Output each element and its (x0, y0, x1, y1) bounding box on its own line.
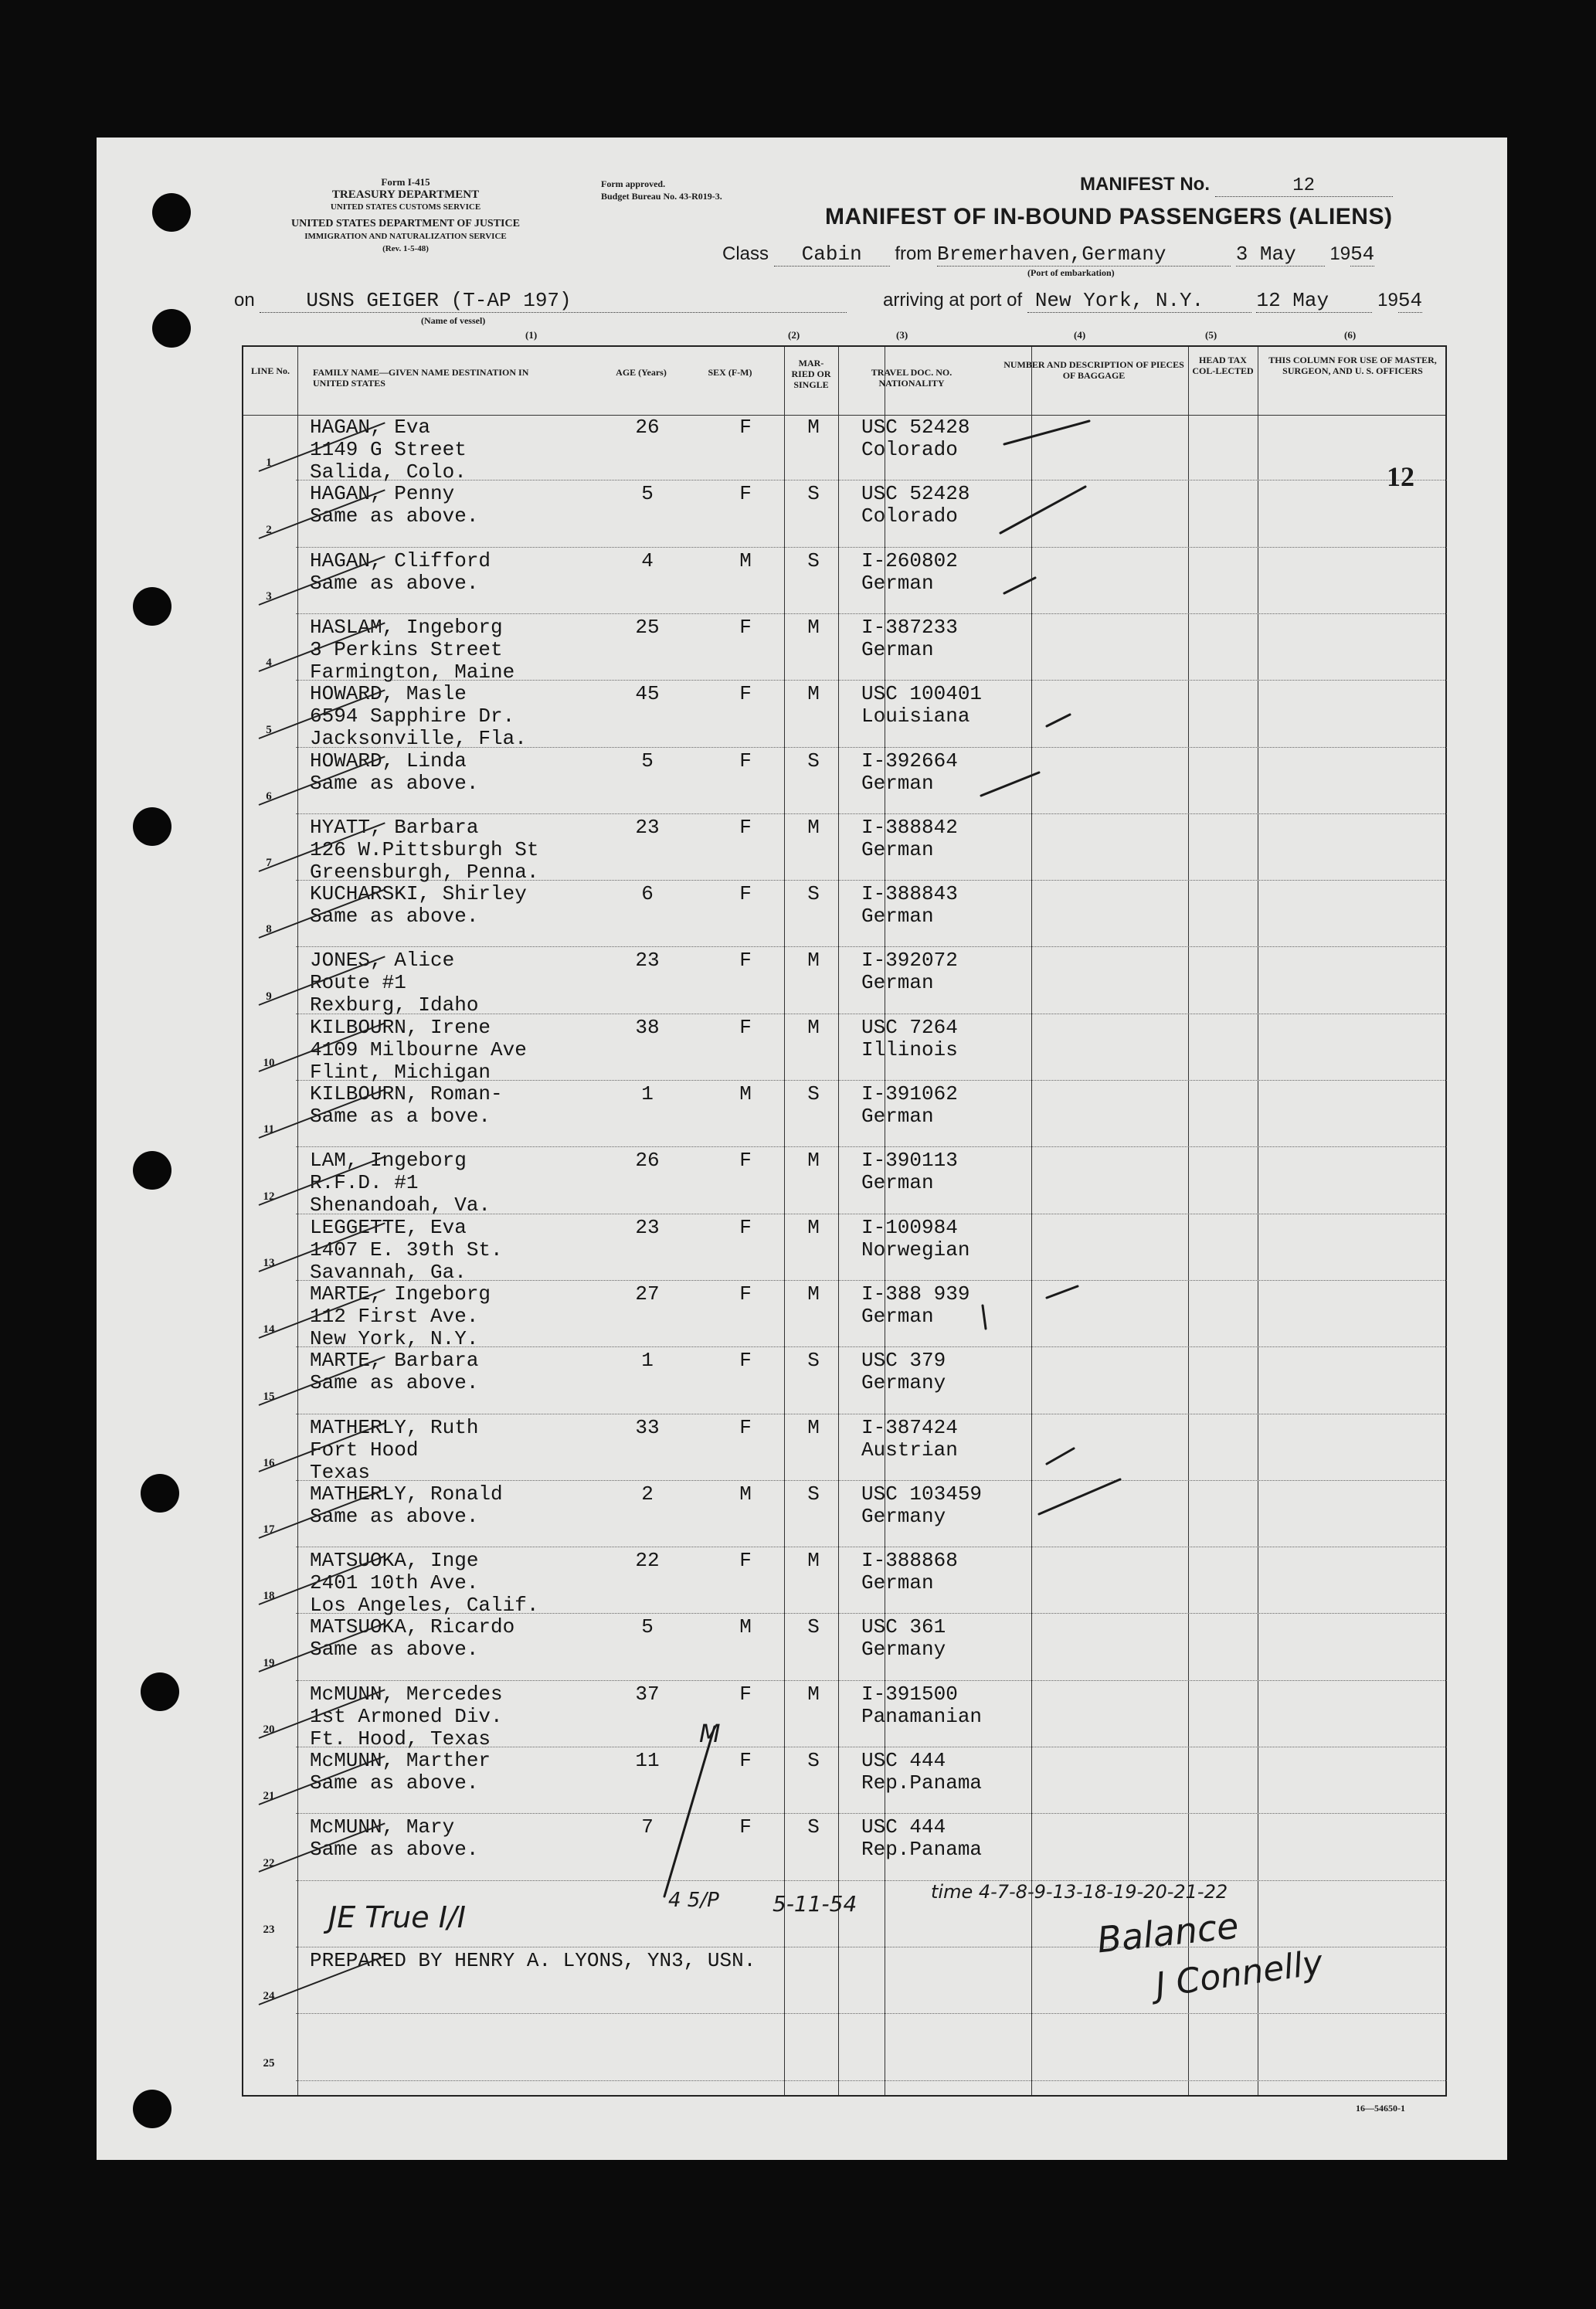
col-caption-3: (3) (896, 329, 908, 341)
passenger-marital-status: S (807, 882, 820, 906)
line-number: 24 (263, 1990, 275, 2003)
line-number: 19 (263, 1656, 275, 1669)
header-sex: SEX (F-M) (708, 367, 752, 378)
passenger-age: 37 (635, 1682, 660, 1706)
class-value: Cabin (774, 243, 890, 267)
line-number: 4 (266, 657, 272, 670)
line-number: 15 (263, 1390, 275, 1403)
line-number: 2 (266, 523, 272, 536)
signature-name: J Connelly (1153, 1943, 1326, 2005)
passenger-age: 23 (635, 1215, 660, 1239)
passenger-marital-status: S (807, 1482, 820, 1506)
passenger-age: 45 (635, 682, 660, 706)
travel-document-nationality: I-388868 German (861, 1549, 958, 1595)
punch-hole (141, 1672, 179, 1711)
passenger-marital-status: M (807, 1149, 820, 1173)
punch-hole (141, 1474, 179, 1513)
row-divider (296, 2013, 1447, 2014)
vessel-name: USNS GEIGER (T-AP 197) (260, 289, 847, 313)
passenger-age: 27 (635, 1282, 660, 1306)
handwritten-notation-2: 4 5/P (668, 1889, 719, 1912)
embarkation-caption: (Port of embarkation) (1027, 267, 1115, 278)
arrival-port: New York, N.Y. (1027, 289, 1251, 313)
passenger-age: 22 (635, 1549, 660, 1573)
passenger-name-destination: MATHERLY, Ruth Fort Hood Texas (310, 1415, 479, 1484)
line-number: 9 (266, 990, 272, 1003)
passenger-age: 23 (635, 949, 660, 973)
line-number: 13 (263, 1256, 275, 1269)
side-number: 12 (1387, 461, 1414, 492)
travel-document-nationality: I-388 939 German (861, 1282, 970, 1328)
class-label: Class (722, 243, 769, 264)
manifest-number-line (1080, 174, 1393, 197)
passenger-sex: F (739, 949, 752, 973)
handwritten-notation-3: 5-11-54 (773, 1891, 857, 1917)
form-dept: TREASURY DEPARTMENT (331, 188, 480, 201)
passenger-marital-status: S (807, 1815, 820, 1839)
travel-document-nationality: I-390113 German (861, 1149, 958, 1195)
passenger-age: 1 (641, 1349, 654, 1373)
passenger-marital-status: M (807, 1015, 820, 1039)
passenger-sex: M (739, 1482, 752, 1506)
passenger-name-destination: MATSUOKA, Ricardo Same as above. (310, 1615, 515, 1662)
travel-document-nationality: I-392072 German (861, 949, 958, 995)
punch-hole (133, 587, 171, 626)
passenger-name-destination: JONES, Alice Route #1 Rexburg, Idaho (310, 949, 479, 1017)
row-divider (296, 2080, 1447, 2081)
arriving-label: arriving at port of (883, 290, 1023, 311)
passenger-sex: F (739, 416, 752, 439)
line-number: 10 (263, 1057, 275, 1069)
passenger-name-destination: MATHERLY, Ronald Same as above. (310, 1482, 503, 1528)
passenger-name-destination: PREPARED BY HENRY A. LYONS, YN3, USN. (310, 1948, 756, 1972)
passenger-name-destination: McMUNN, Marther Same as above. (310, 1749, 491, 1795)
passenger-name-destination: McMUNN, Mercedes 1st Armoned Div. Ft. Hood, Texas (310, 1682, 503, 1750)
passenger-marital-status: S (807, 1749, 820, 1772)
passenger-sex: F (739, 1682, 752, 1706)
passenger-age: 11 (635, 1749, 660, 1772)
header-age: AGE (Years) (616, 367, 667, 378)
departure-date: 3 May (1236, 243, 1325, 267)
travel-document-nationality: I-260802 German (861, 548, 958, 595)
vessel-line (234, 289, 1422, 313)
passenger-sex: F (739, 482, 752, 506)
row-divider (296, 613, 1447, 614)
arrival-date: 12 May (1256, 289, 1372, 313)
passenger-name-destination: HAGAN, Penny Same as above. (310, 482, 479, 528)
col-caption-5: (5) (1205, 329, 1217, 341)
passenger-name-destination: HASLAM, Ingeborg 3 Perkins Street Farmington, Maine (310, 615, 515, 684)
passenger-name-destination: KUCHARSKI, Shirley Same as above. (310, 882, 527, 929)
passenger-age: 26 (635, 416, 660, 439)
line-number: 21 (263, 1790, 275, 1803)
passenger-marital-status: M (807, 949, 820, 973)
passenger-sex: F (739, 749, 752, 772)
header-baggage: NUMBER AND DESCRIPTION OF PIECES OF BAGGAGE (1003, 359, 1184, 381)
row-divider (296, 1813, 1447, 1814)
passenger-marital-status: S (807, 1349, 820, 1373)
handwritten-notation-1: JE True I/I (328, 1900, 466, 1934)
passenger-name-destination: LEGGETTE, Eva 1407 E. 39th St. Savannah, Ga. (310, 1215, 503, 1284)
passenger-marital-status: S (807, 749, 820, 772)
col-caption-4: (4) (1074, 329, 1086, 341)
passenger-name-destination: HAGAN, Eva 1149 G Street Salida, Colo. (310, 416, 467, 484)
year-prefix: 19 (1329, 243, 1351, 264)
travel-document-nationality: I-388843 German (861, 882, 958, 929)
form-approval (601, 178, 722, 202)
line-number: 8 (266, 923, 272, 936)
row-divider (296, 547, 1447, 548)
line-number: 25 (263, 2056, 275, 2070)
header-line-no: LINE No. (250, 365, 290, 376)
arrival-year: 54 (1397, 289, 1423, 312)
passenger-name-destination: MARTE, Ingeborg 112 First Ave. New York, N.Y. (310, 1282, 491, 1350)
line-number: 14 (263, 1323, 275, 1336)
travel-document-nationality: USC 52428 Colorado (861, 416, 970, 461)
passenger-age: 5 (641, 482, 654, 506)
line-number: 16 (263, 1456, 275, 1469)
travel-document-nationality: USC 379 Germany (861, 1349, 946, 1395)
passenger-marital-status: M (807, 1282, 820, 1306)
line-number: 6 (266, 789, 272, 803)
line-number: 3 (266, 589, 272, 603)
travel-document-nationality: USC 361 Germany (861, 1615, 946, 1662)
travel-document-nationality: I-100984 Norwegian (861, 1215, 970, 1261)
passenger-name-destination: HYATT, Barbara 126 W.Pittsburgh St Greensburgh, Penna. (310, 815, 539, 884)
line-number: 1 (266, 457, 272, 470)
passenger-name-destination: HOWARD, Linda Same as above. (310, 749, 479, 795)
handwritten-sex-correction: M (699, 1719, 721, 1748)
page-title: MANIFEST OF IN-BOUND PASSENGERS (ALIENS) (825, 204, 1393, 229)
col-caption-1: (1) (525, 329, 538, 341)
row-divider (296, 1146, 1447, 1147)
passenger-sex: F (739, 1749, 752, 1772)
passenger-age: 7 (641, 1815, 654, 1839)
passenger-name-destination: McMUNN, Mary Same as above. (310, 1815, 479, 1862)
passenger-marital-status: S (807, 1615, 820, 1639)
passenger-sex: F (739, 682, 752, 706)
passenger-sex: F (739, 1415, 752, 1439)
header-name: FAMILY NAME—GIVEN NAME DESTINATION IN UNITED STATES (313, 367, 529, 389)
travel-document-nationality: I-387424 Austrian (861, 1415, 958, 1462)
passenger-sex: F (739, 1015, 752, 1039)
travel-document-nationality: USC 103459 Germany (861, 1482, 983, 1528)
row-divider (296, 1680, 1447, 1681)
passenger-age: 6 (641, 882, 654, 906)
travel-document-nationality: USC 100401 Louisiana (861, 682, 983, 728)
passenger-name-destination: LAM, Ingeborg R.F.D. #1 Shenandoah, Va. (310, 1149, 491, 1217)
on-label: on (234, 290, 255, 311)
passenger-sex: F (739, 882, 752, 906)
line-number: 12 (263, 1190, 275, 1203)
passenger-name-destination: HOWARD, Masle 6594 Sapphire Dr. Jacksonville, Fla. (310, 682, 527, 751)
punch-hole (152, 309, 191, 348)
travel-document-nationality: I-391500 Panamanian (861, 1682, 983, 1728)
passenger-sex: F (739, 1349, 752, 1373)
footer-code: 16—54650-1 (1356, 2103, 1405, 2114)
passenger-marital-status: M (807, 615, 820, 639)
passenger-sex: M (739, 1082, 752, 1105)
passenger-marital-status: M (807, 815, 820, 839)
passenger-sex: M (739, 1615, 752, 1639)
passenger-name-destination: HAGAN, Clifford Same as above. (310, 548, 491, 595)
form-rev: (Rev. 1-5-48) (382, 244, 429, 253)
embarkation-port: Bremerhaven,Germany (937, 243, 1231, 267)
line-number: 23 (263, 1923, 275, 1936)
passenger-sex: F (739, 1549, 752, 1573)
passenger-sex: F (739, 1215, 752, 1239)
punch-hole (152, 193, 191, 232)
passenger-age: 4 (641, 548, 654, 572)
line-number: 17 (263, 1523, 275, 1537)
passenger-marital-status: M (807, 1549, 820, 1573)
travel-document-nationality: USC 7264 Illinois (861, 1015, 958, 1061)
passenger-age: 26 (635, 1149, 660, 1173)
row-divider (296, 813, 1447, 814)
punch-hole (133, 1151, 171, 1190)
passenger-age: 23 (635, 815, 660, 839)
row-divider (296, 946, 1447, 947)
passenger-age: 5 (641, 749, 654, 772)
handwritten-notation-4: time 4-7-8-9-13-18-19-20-21-22 (931, 1881, 1228, 1903)
year-prefix: 19 (1377, 290, 1398, 311)
col-caption-2: (2) (788, 329, 800, 341)
manifest-number: 12 (1215, 175, 1393, 197)
passenger-marital-status: M (807, 682, 820, 706)
manifest-label: MANIFEST No. (1080, 174, 1210, 195)
travel-document-nationality: I-392664 German (861, 749, 958, 795)
departure-year: 54 (1350, 243, 1375, 266)
form-number: Form I-415 (381, 176, 430, 188)
travel-document-nationality: USC 52428 Colorado (861, 482, 970, 528)
line-number: 18 (263, 1590, 275, 1603)
punch-hole (133, 807, 171, 846)
travel-document-nationality: I-387233 German (861, 615, 958, 661)
passenger-marital-status: M (807, 1682, 820, 1706)
punch-hole (133, 2090, 171, 2128)
passenger-name-destination: KILBOURN, Roman- Same as a bove. (310, 1082, 503, 1128)
passenger-marital-status: S (807, 1082, 820, 1105)
passenger-sex: F (739, 1282, 752, 1306)
form-customs: UNITED STATES CUSTOMS SERVICE (330, 202, 481, 212)
header-head-tax: HEAD TAX COL-LECTED (1192, 355, 1254, 376)
line-number: 20 (263, 1723, 275, 1736)
passenger-name-destination: MATSUOKA, Inge 2401 10th Ave. Los Angeles, Calif. (310, 1549, 539, 1618)
col-caption-6: (6) (1344, 329, 1357, 341)
travel-document-nationality: USC 444 Rep.Panama (861, 1815, 983, 1862)
form-budget: Budget Bureau No. 43-R019-3. (601, 191, 722, 202)
passenger-sex: F (739, 1149, 752, 1173)
passenger-age: 5 (641, 1615, 654, 1639)
passenger-age: 25 (635, 615, 660, 639)
header-travel-doc: TRAVEL DOC. NO. NATIONALITY (871, 367, 953, 389)
passenger-age: 2 (641, 1482, 654, 1506)
passenger-sex: M (739, 548, 752, 572)
row-divider (296, 1880, 1447, 1881)
form-approved: Form approved. (601, 178, 666, 189)
travel-document-nationality: USC 444 Rep.Panama (861, 1749, 983, 1795)
from-label: from (895, 243, 932, 264)
passenger-sex: F (739, 1815, 752, 1839)
signature-balance: Balance (1095, 1904, 1241, 1961)
form-ins: IMMIGRATION AND NATURALIZATION SERVICE (304, 232, 507, 241)
form-agency-block (236, 176, 576, 255)
header-officers: THIS COLUMN FOR USE OF MASTER, SURGEON, AND U. S. OFFICERS (1268, 355, 1437, 376)
header-married: MAR-RIED OR SINGLE (791, 358, 831, 390)
passenger-marital-status: M (807, 1415, 820, 1439)
passenger-age: 33 (635, 1415, 660, 1439)
travel-document-nationality: I-391062 German (861, 1082, 958, 1128)
passenger-name-destination: KILBOURN, Irene 4109 Milbourne Ave Flint, Michigan (310, 1015, 527, 1084)
passenger-marital-status: M (807, 416, 820, 439)
line-number: 22 (263, 1856, 275, 1869)
passenger-age: 1 (641, 1082, 654, 1105)
passenger-sex: F (739, 615, 752, 639)
passenger-name-destination: MARTE, Barbara Same as above. (310, 1349, 479, 1395)
vessel-caption: (Name of vessel) (421, 315, 486, 326)
class-line (722, 243, 1374, 267)
passenger-age: 38 (635, 1015, 660, 1039)
passenger-sex: F (739, 815, 752, 839)
passenger-marital-status: M (807, 1215, 820, 1239)
passenger-marital-status: S (807, 548, 820, 572)
travel-document-nationality: I-388842 German (861, 815, 958, 861)
form-justice: UNITED STATES DEPARTMENT OF JUSTICE (291, 218, 520, 229)
line-number: 5 (266, 723, 272, 736)
line-number: 7 (266, 857, 272, 870)
passenger-marital-status: S (807, 482, 820, 506)
line-number: 11 (263, 1123, 275, 1136)
